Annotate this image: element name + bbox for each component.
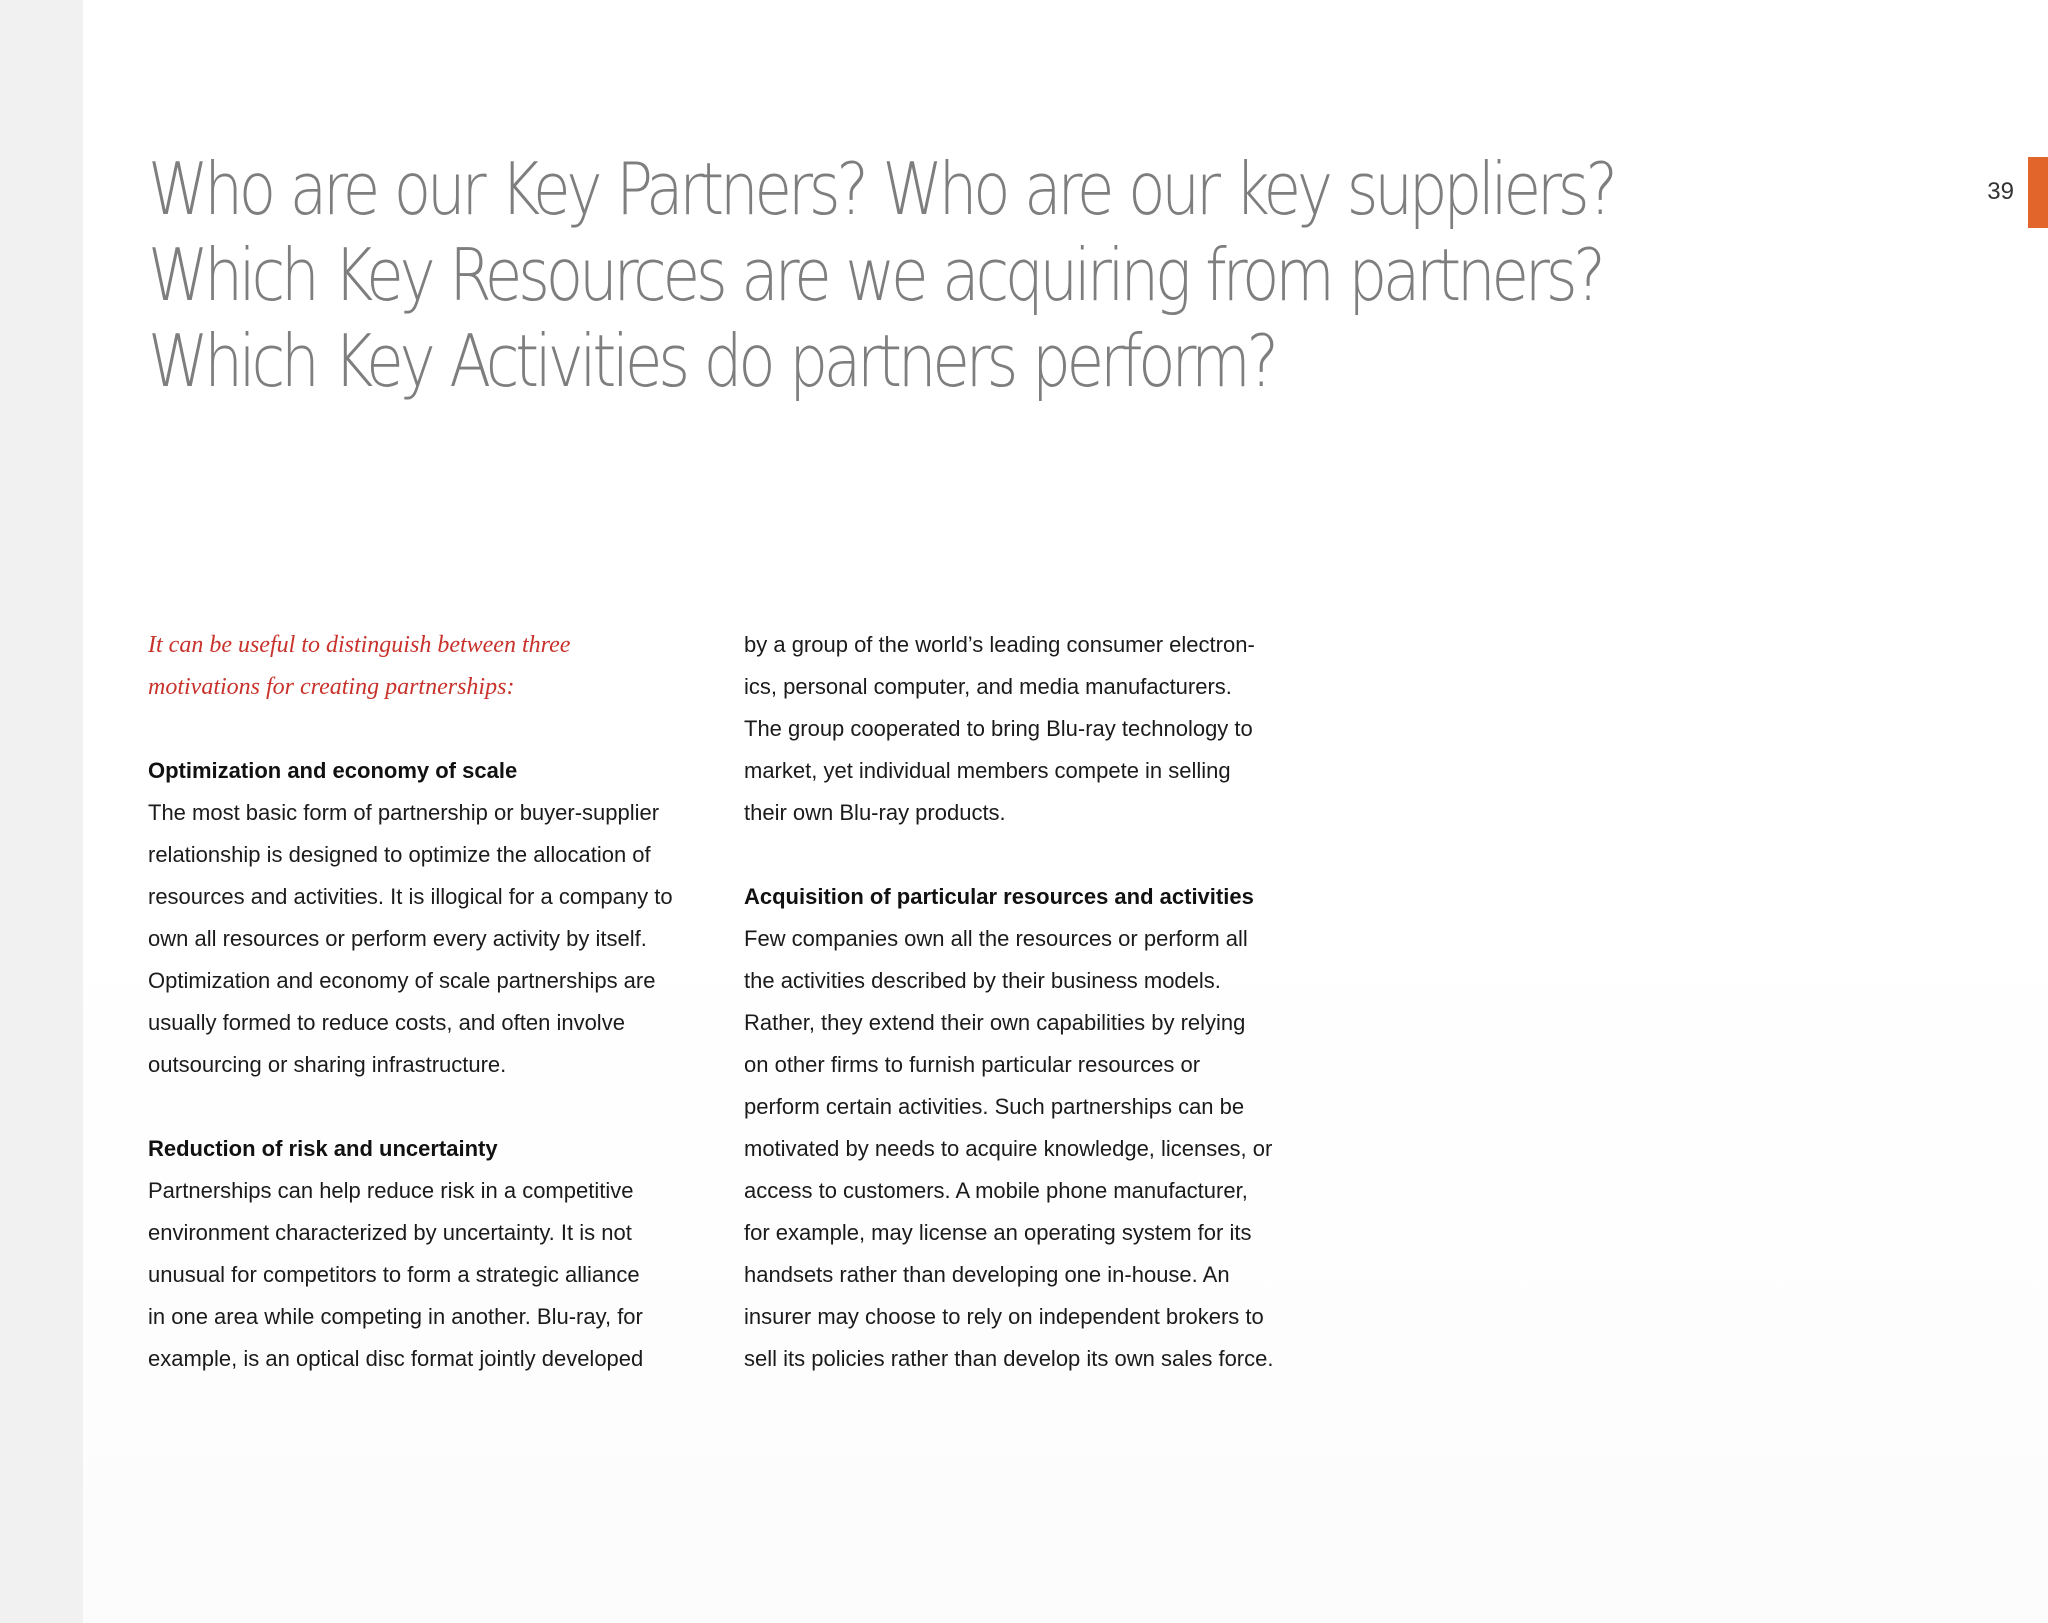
body-line: on other firms to furnish particular resources or [744,1052,1201,1077]
body-line: market, yet individual members compete in selling [744,758,1231,783]
body-line: Rather, they extend their own capabilities by relying [744,1010,1246,1035]
body-line: the activities described by their business models. [744,968,1221,993]
body-line: own all resources or perform every activity by itself. [148,926,647,951]
section-title-acquisition: Acquisition of particular resources and activities [744,884,1254,909]
body-line: insurer may choose to rely on independent brokers to [744,1304,1264,1329]
body-line: environment characterized by uncertainty. It is not [148,1220,632,1245]
heading-line: Which Key Activities do partners perform? [148,319,1275,403]
body-line: unusual for competitors to form a strategic alliance [148,1262,640,1287]
body-line: example, is an optical disc format jointly developed [148,1346,644,1371]
paragraph-gap [148,1086,708,1128]
body-line: Optimization and economy of scale partnerships are [148,968,656,993]
section-title-optimization: Optimization and economy of scale [148,758,518,783]
left-text-column [148,624,708,1380]
heading-line: Which Key Resources are we acquiring from partners? [148,233,1602,317]
body-line: for example, may license an operating system for its [744,1220,1252,1245]
body-line: resources and activities. It is illogical for a company to [148,884,673,909]
intro-line: It can be useful to distinguish between three [148,632,571,658]
body-line: access to customers. A mobile phone manufacturer, [744,1178,1248,1203]
body-line: relationship is designed to optimize the allocation of [148,842,651,867]
intro-line: motivations for creating partnerships: [148,674,515,700]
body-line: by a group of the world’s leading consumer electron- [744,632,1255,657]
body-line: in one area while competing in another. Blu-ray, for [148,1304,643,1329]
page-number: 39 [1987,178,2014,205]
body-line: sell its policies rather than develop its own sales force. [744,1346,1274,1371]
body-line: Partnerships can help reduce risk in a competitive [148,1178,634,1203]
chapter-tab-marker [2028,157,2048,228]
body-line: perform certain activities. Such partnerships can be [744,1094,1245,1119]
body-line: their own Blu-ray products. [744,800,1006,825]
body-line: ics, personal computer, and media manufacturers. [744,674,1232,699]
body-line: usually formed to reduce costs, and often involve [148,1010,625,1035]
body-line: handsets rather than developing one in-house. An [744,1262,1230,1287]
section-title-risk-reduction: Reduction of risk and uncertainty [148,1136,498,1161]
page-heading [148,146,1614,404]
body-line: The most basic form of partnership or buyer-supplier [148,800,660,825]
page-gutter [0,0,83,1623]
body-line: Few companies own all the resources or perform all [744,926,1248,951]
body-line: outsourcing or sharing infrastructure. [148,1052,507,1077]
body-line: The group cooperated to bring Blu-ray technology to [744,716,1253,741]
paragraph-gap [744,834,1304,876]
heading-line: Who are our Key Partners? Who are our key suppliers? [148,147,1614,231]
body-line: motivated by needs to acquire knowledge, licenses, or [744,1136,1273,1161]
paragraph-gap [148,708,708,750]
right-text-column [744,624,1304,1380]
